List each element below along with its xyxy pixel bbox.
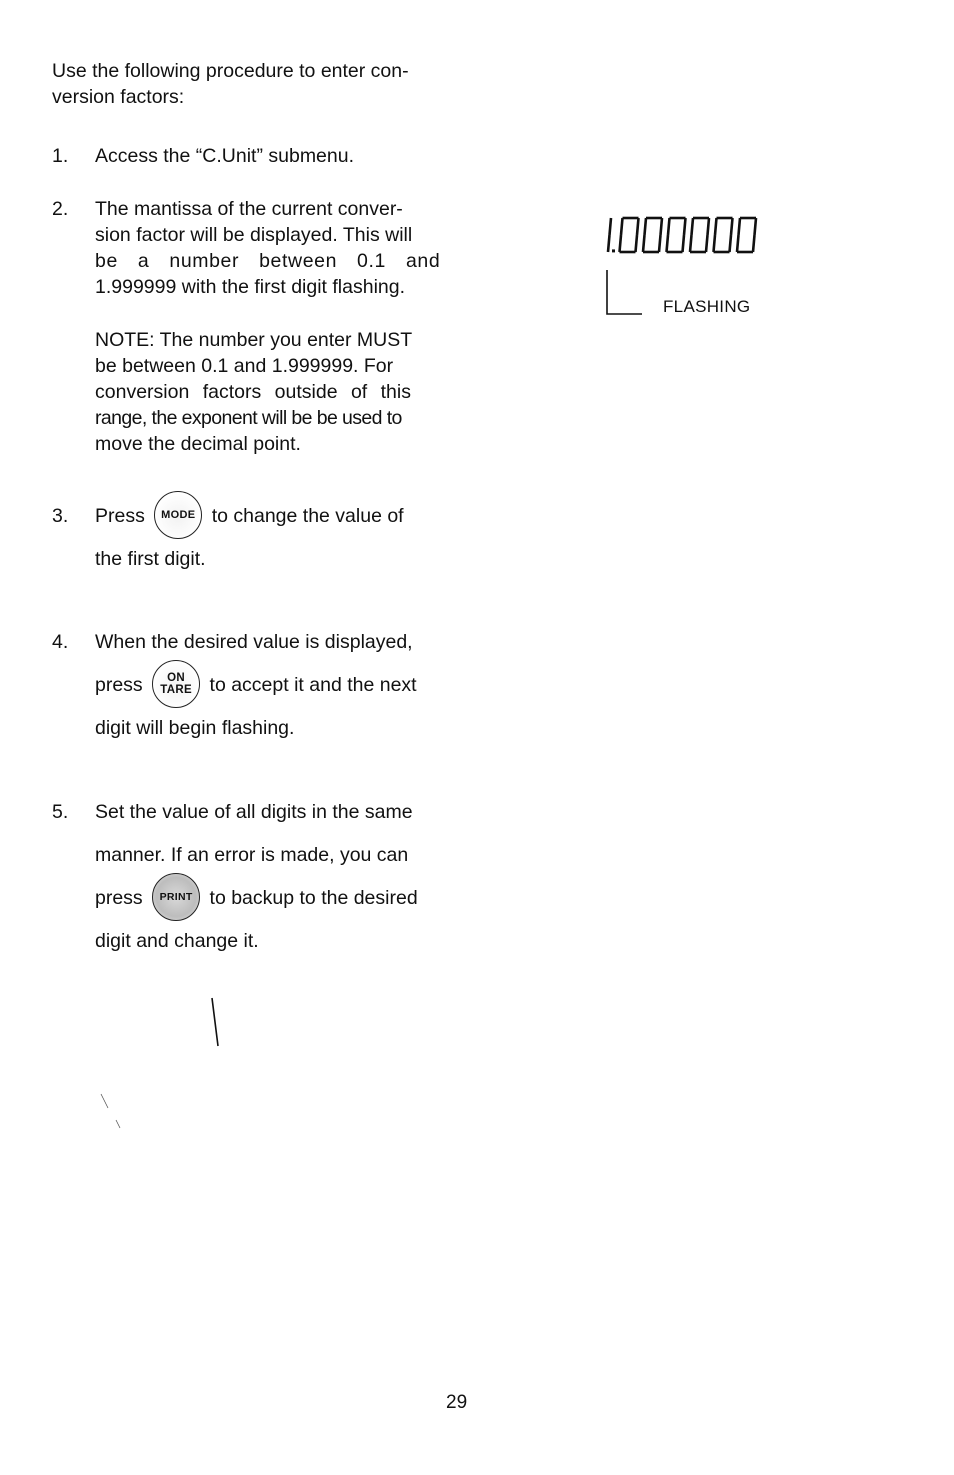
display-segment xyxy=(714,235,716,252)
note-line: range, the exponent will be be used to xyxy=(95,407,402,429)
step-number: 2. xyxy=(52,198,69,220)
mode-button-label: MODE xyxy=(161,508,196,521)
step-number: 4. xyxy=(52,631,69,653)
display-segment xyxy=(708,218,710,235)
step-text: press xyxy=(95,674,143,696)
display-segment xyxy=(755,218,757,235)
step-text: manner. If an error is made, you can xyxy=(95,844,409,866)
step-line: be a number between 0.1 and xyxy=(95,250,441,272)
step-text: the first digit. xyxy=(95,548,206,570)
display-segment xyxy=(731,218,733,235)
note-line: move the decimal point. xyxy=(95,433,301,455)
on-button-label: ON xyxy=(167,671,186,684)
display-segment xyxy=(620,235,622,252)
step-5 xyxy=(52,791,452,963)
display-digits xyxy=(600,212,770,262)
step-1 xyxy=(52,143,452,169)
display-segment xyxy=(684,218,686,235)
display-segment xyxy=(659,235,661,252)
step-text: to accept it and the next xyxy=(209,674,417,696)
step-4 xyxy=(52,621,452,750)
display-segment xyxy=(610,218,612,235)
intro-paragraph xyxy=(52,58,452,110)
step-line: The mantissa of the current conver- xyxy=(95,198,403,220)
display-segment xyxy=(690,235,692,252)
print-button-icon xyxy=(152,873,200,921)
step-text: Set the value of all digits in the same xyxy=(95,801,413,823)
instructions-column xyxy=(52,58,452,963)
page-number: 29 xyxy=(446,1392,468,1413)
display-segment xyxy=(737,235,739,252)
on-tare-button-icon xyxy=(152,660,200,708)
display-segment xyxy=(608,235,610,252)
step-number: 3. xyxy=(52,505,69,527)
display-segment xyxy=(637,218,639,235)
note-paragraph xyxy=(95,327,452,457)
step-2 xyxy=(52,196,452,457)
step-number: 1. xyxy=(52,145,69,167)
step-text: digit and change it. xyxy=(95,930,259,952)
display-segment xyxy=(621,218,623,235)
step-text: Press xyxy=(95,505,145,527)
step-text: press xyxy=(95,887,143,909)
display-segment xyxy=(683,235,685,252)
display-decimal-point xyxy=(612,249,615,252)
tare-button-label: TARE xyxy=(160,683,192,696)
intro-line-2: version factors: xyxy=(52,86,185,108)
step-number: 5. xyxy=(52,801,69,823)
flashing-indicator-line xyxy=(606,270,646,318)
display-segment xyxy=(668,218,670,235)
display-segment xyxy=(715,218,717,235)
step-text: to change the value of xyxy=(211,505,404,527)
display-segment xyxy=(692,218,694,235)
intro-line-1: Use the following procedure to enter con- xyxy=(52,60,409,82)
step-text: to backup to the desired xyxy=(209,887,418,909)
step-line: sion factor will be displayed. This will xyxy=(95,224,413,246)
step-text xyxy=(95,196,452,300)
display-segment xyxy=(739,218,741,235)
display-segment xyxy=(636,235,638,252)
display-segment xyxy=(645,218,647,235)
step-text: When the desired value is displayed, xyxy=(95,631,413,653)
display-segment xyxy=(667,235,669,252)
seven-segment-display xyxy=(600,212,770,262)
display-segment xyxy=(661,218,663,235)
note-line: conversion factors outside of this xyxy=(95,381,411,403)
step-3 xyxy=(52,495,452,581)
display-segment xyxy=(706,235,708,252)
mode-button-icon xyxy=(154,491,202,539)
display-segment xyxy=(730,235,732,252)
step-text: Access the “C.Unit” submenu. xyxy=(95,145,355,167)
display-segment xyxy=(643,235,645,252)
step-line: 1.999999 with the first digit flashing. xyxy=(95,276,406,298)
step-text: digit will begin flashing. xyxy=(95,717,295,739)
print-button-label: PRINT xyxy=(159,890,193,903)
flashing-label: FLASHING xyxy=(663,297,751,316)
note-line: be between 0.1 and 1.999999. For xyxy=(95,355,394,377)
display-segment xyxy=(753,235,755,252)
note-line: NOTE: The number you enter MUST xyxy=(95,329,413,351)
